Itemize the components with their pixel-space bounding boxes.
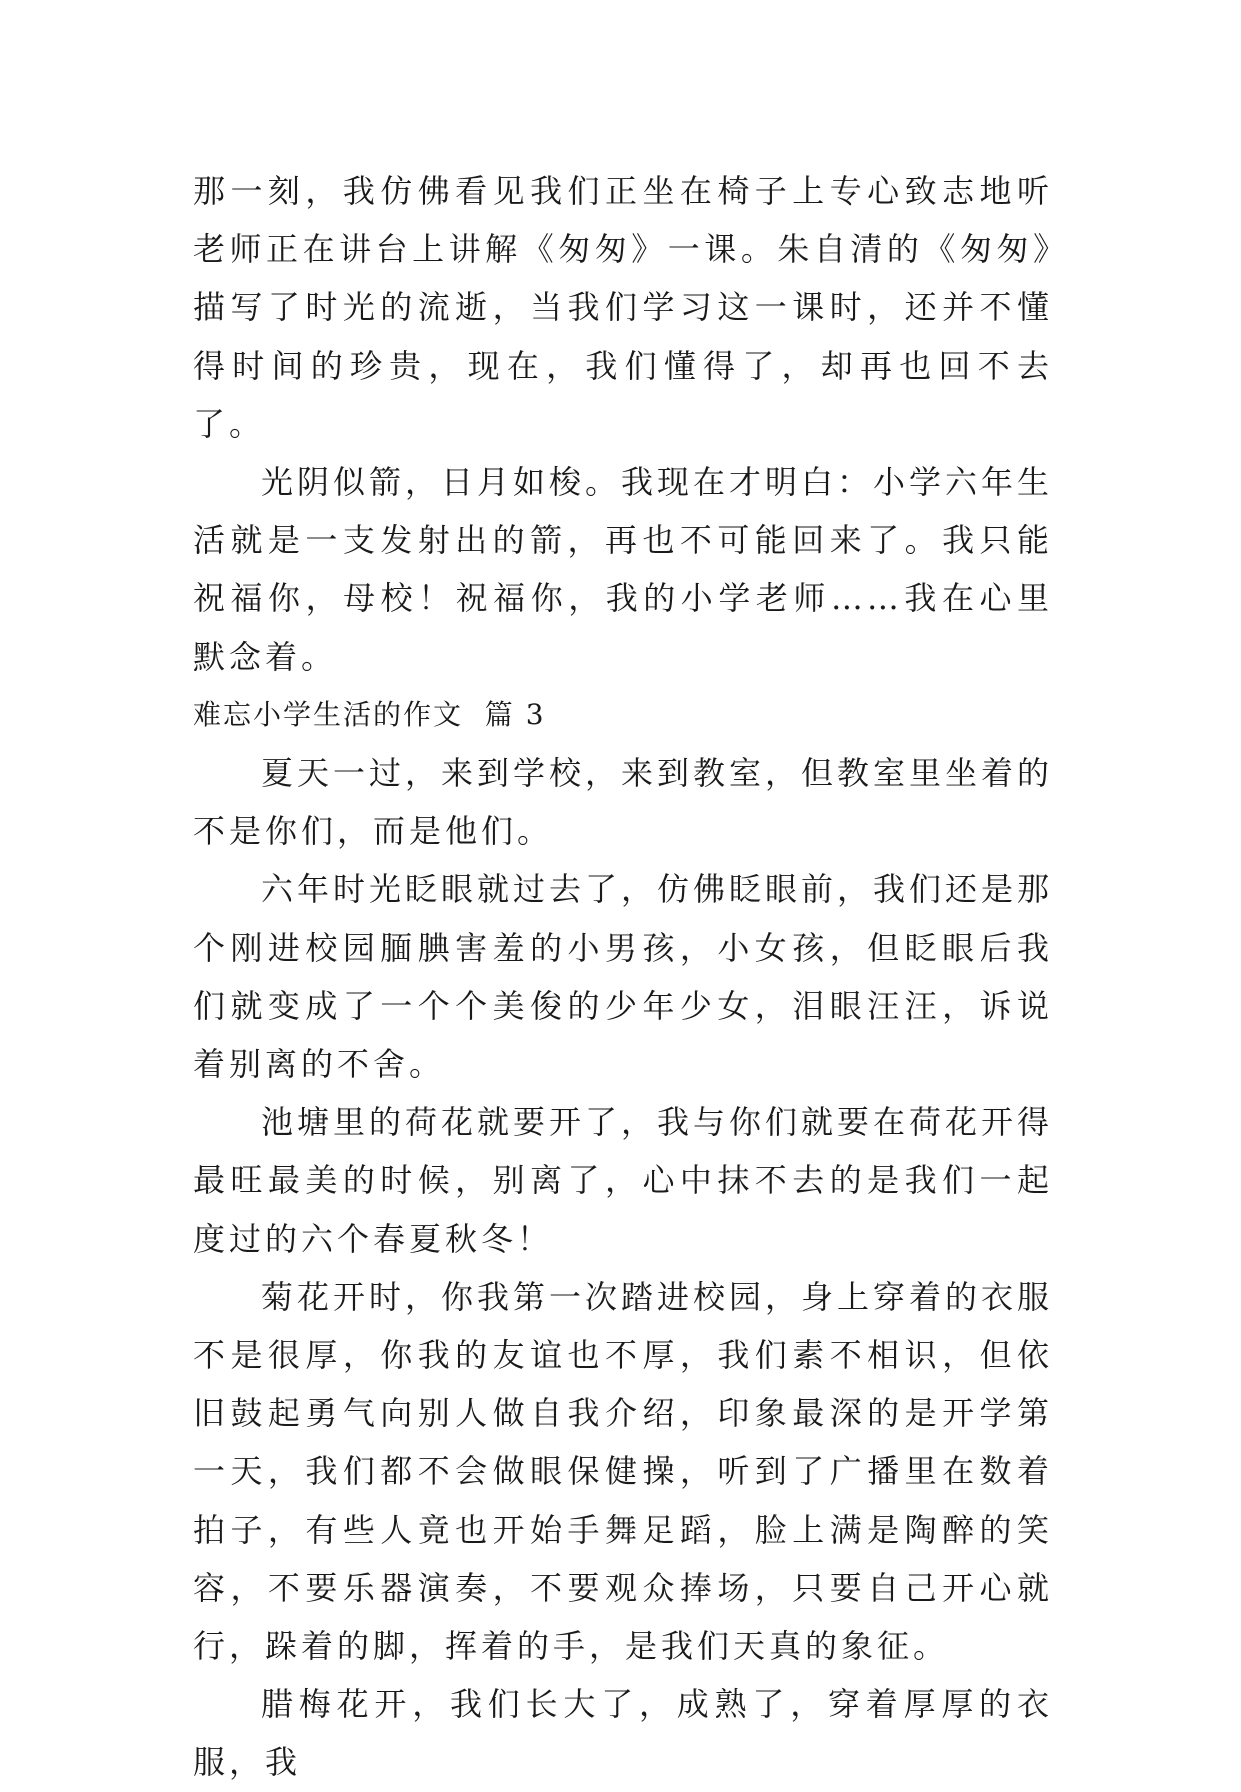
- paragraph: 菊花开时，你我第一次踏进校园，身上穿着的衣服不是很厚，你我的友谊也不厚，我们素不相识，但依旧鼓起勇气向别人做自我介绍，印象最深的是开学第一天，我们都不会做眼保健操，听到了广播里在数着拍子，有些人竟也开始手舞足蹈，脸上满是陶醉的笑容，不要乐器演奏，不要观众捧场，只要自己开心就行，跺着的脚，挥着的手，是我们天真的象征。: [193, 1277, 1054, 1666]
- paragraph: 腊梅花开，我们长大了，成熟了，穿着厚厚的衣服，我: [193, 1685, 1053, 1782]
- document-body: [193, 162, 1053, 1792]
- paragraph: 池塘里的荷花就要开了，我与你们就要在荷花开得最旺最美的时候，别离了，心中抹不去的是我们一起度过的六个春夏秋冬！: [193, 1103, 1054, 1258]
- paragraph: 六年时光眨眼就过去了，仿佛眨眼前，我们还是那个刚进校园腼腆害羞的小男孩，小女孩，但眨眼后我们就变成了一个个美俊的少年少女，泪眼汪汪，诉说着别离的不舍。: [193, 870, 1054, 1084]
- paragraph: 夏天一过，来到学校，来到教室，但教室里坐着的不是你们，而是他们。: [193, 754, 1054, 851]
- paragraph: 那一刻，我仿佛看见我们正坐在椅子上专心致志地听老师正在讲台上讲解《匆匆》一课。朱自清的《匆匆》描写了时光的流逝，当我们学习这一课时，还并不懂得时间的珍贵，现在，我们懂得了，却再也回不去了。: [193, 172, 1053, 443]
- paragraph: 光阴似箭，日月如梭。我现在才明白：小学六年生活就是一支发射出的箭，再也不可能回来了。我只能祝福你，母校！祝福你，我的小学老师……我在心里默念着。: [193, 463, 1054, 676]
- section-heading: 难忘小学生活的作文 篇 3: [193, 697, 546, 731]
